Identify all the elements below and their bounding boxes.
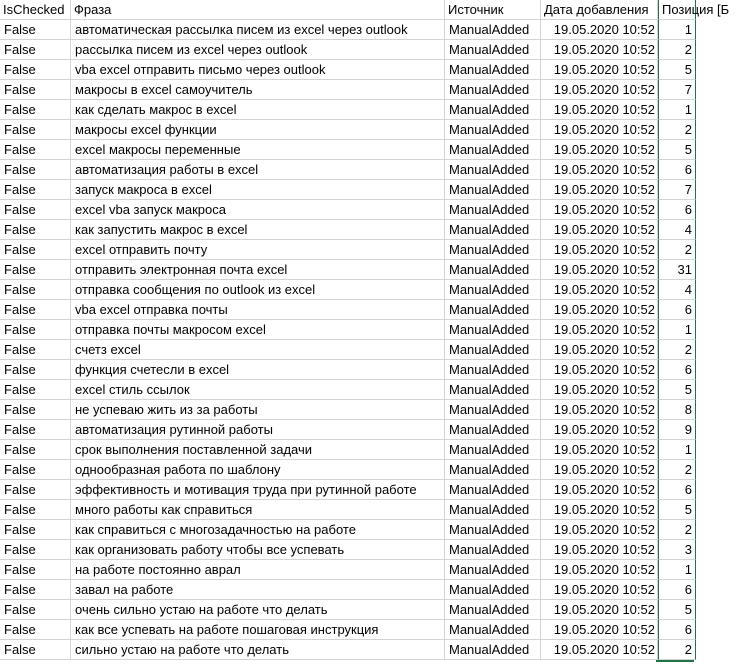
position-cell[interactable]: 5 <box>658 600 696 620</box>
header-row <box>0 0 735 20</box>
phrase-cell[interactable]: отправка почты макросом excel <box>71 320 445 340</box>
ischecked-cell[interactable]: False <box>0 560 71 580</box>
table-row <box>0 620 735 640</box>
table-row <box>0 80 735 100</box>
position-cell[interactable]: 1 <box>658 560 696 580</box>
source-cell[interactable]: ManualAdded <box>445 360 541 380</box>
table-row <box>0 20 735 40</box>
table-row <box>0 480 735 500</box>
position-cell[interactable]: 1 <box>658 320 696 340</box>
table-row <box>0 300 735 320</box>
position-cell[interactable]: 31 <box>658 260 696 280</box>
phrase-cell[interactable]: автоматизация работы в excel <box>71 160 445 180</box>
source-cell[interactable]: ManualAdded <box>445 300 541 320</box>
table-row <box>0 220 735 240</box>
date-cell[interactable]: 19.05.2020 10:52 <box>541 200 658 220</box>
source-cell[interactable]: ManualAdded <box>445 40 541 60</box>
ischecked-cell[interactable]: False <box>0 40 71 60</box>
table-row <box>0 280 735 300</box>
phrase-cell[interactable]: очень сильно устаю на работе что делать <box>71 600 445 620</box>
phrase-cell[interactable]: отправить электронная почта excel <box>71 260 445 280</box>
date-cell[interactable]: 19.05.2020 10:52 <box>541 580 658 600</box>
phrase-cell[interactable]: однообразная работа по шаблону <box>71 460 445 480</box>
source-cell[interactable]: ManualAdded <box>445 540 541 560</box>
date-cell[interactable]: 19.05.2020 10:52 <box>541 400 658 420</box>
source-cell[interactable]: ManualAdded <box>445 80 541 100</box>
phrase-cell[interactable]: как все успевать на работе пошаговая инструкция <box>71 620 445 640</box>
date-cell[interactable]: 19.05.2020 10:52 <box>541 20 658 40</box>
phrase-cell[interactable]: макросы в excel самоучитель <box>71 80 445 100</box>
position-cell[interactable]: 6 <box>658 480 696 500</box>
source-cell[interactable]: ManualAdded <box>445 640 541 660</box>
position-cell[interactable]: 4 <box>658 280 696 300</box>
source-cell[interactable]: ManualAdded <box>445 560 541 580</box>
phrase-cell[interactable]: функция счетесли в excel <box>71 360 445 380</box>
position-cell[interactable]: 5 <box>658 140 696 160</box>
position-cell[interactable]: 7 <box>658 80 696 100</box>
table-row <box>0 360 735 380</box>
table-body <box>0 20 735 660</box>
table-row <box>0 560 735 580</box>
date-cell[interactable]: 19.05.2020 10:52 <box>541 460 658 480</box>
source-cell[interactable]: ManualAdded <box>445 520 541 540</box>
date-cell[interactable]: 19.05.2020 10:52 <box>541 60 658 80</box>
ischecked-cell[interactable]: False <box>0 520 71 540</box>
table-row <box>0 60 735 80</box>
selection-border <box>656 660 694 666</box>
position-cell[interactable]: 1 <box>658 440 696 460</box>
date-cell[interactable]: 19.05.2020 10:52 <box>541 520 658 540</box>
table-row <box>0 140 735 160</box>
source-cell[interactable]: ManualAdded <box>445 620 541 640</box>
table-row <box>0 340 735 360</box>
ischecked-cell[interactable]: False <box>0 60 71 80</box>
source-cell[interactable]: ManualAdded <box>445 460 541 480</box>
phrase-cell[interactable]: excel vba запуск макроса <box>71 200 445 220</box>
phrase-cell[interactable]: много работы как справиться <box>71 500 445 520</box>
date-cell[interactable]: 19.05.2020 10:52 <box>541 480 658 500</box>
date-cell[interactable]: 19.05.2020 10:52 <box>541 320 658 340</box>
position-cell[interactable]: 5 <box>658 500 696 520</box>
source-cell[interactable]: ManualAdded <box>445 400 541 420</box>
header-phrase[interactable]: Фраза <box>71 0 445 20</box>
date-cell[interactable]: 19.05.2020 10:52 <box>541 300 658 320</box>
ischecked-cell[interactable]: False <box>0 140 71 160</box>
phrase-cell[interactable]: автоматизация рутинной работы <box>71 420 445 440</box>
ischecked-cell[interactable]: False <box>0 320 71 340</box>
phrase-cell[interactable]: vba excel отправка почты <box>71 300 445 320</box>
date-cell[interactable]: 19.05.2020 10:52 <box>541 140 658 160</box>
table-row <box>0 400 735 420</box>
date-cell[interactable]: 19.05.2020 10:52 <box>541 260 658 280</box>
ischecked-cell[interactable]: False <box>0 260 71 280</box>
phrase-cell[interactable]: на работе постоянно аврал <box>71 560 445 580</box>
source-cell[interactable]: ManualAdded <box>445 100 541 120</box>
source-cell[interactable]: ManualAdded <box>445 180 541 200</box>
phrase-cell[interactable]: сильно устаю на работе что делать <box>71 640 445 660</box>
ischecked-cell[interactable]: False <box>0 500 71 520</box>
phrase-cell[interactable]: как сделать макрос в excel <box>71 100 445 120</box>
position-cell[interactable]: 8 <box>658 400 696 420</box>
table-row <box>0 640 735 660</box>
source-cell[interactable]: ManualAdded <box>445 240 541 260</box>
source-cell[interactable]: ManualAdded <box>445 380 541 400</box>
ischecked-cell[interactable]: False <box>0 380 71 400</box>
source-cell[interactable]: ManualAdded <box>445 280 541 300</box>
position-cell[interactable]: 2 <box>658 340 696 360</box>
position-cell[interactable]: 6 <box>658 160 696 180</box>
table-row <box>0 240 735 260</box>
header-position[interactable]: Позиция [Б <box>658 0 696 20</box>
date-cell[interactable]: 19.05.2020 10:52 <box>541 340 658 360</box>
ischecked-cell[interactable]: False <box>0 400 71 420</box>
date-cell[interactable]: 19.05.2020 10:52 <box>541 100 658 120</box>
ischecked-cell[interactable]: False <box>0 120 71 140</box>
table-row <box>0 380 735 400</box>
ischecked-cell[interactable]: False <box>0 280 71 300</box>
date-cell[interactable]: 19.05.2020 10:52 <box>541 540 658 560</box>
ischecked-cell[interactable]: False <box>0 180 71 200</box>
ischecked-cell[interactable]: False <box>0 420 71 440</box>
position-cell[interactable]: 2 <box>658 240 696 260</box>
phrase-cell[interactable]: срок выполнения поставленной задачи <box>71 440 445 460</box>
source-cell[interactable]: ManualAdded <box>445 60 541 80</box>
date-cell[interactable]: 19.05.2020 10:52 <box>541 160 658 180</box>
source-cell[interactable]: ManualAdded <box>445 320 541 340</box>
position-cell[interactable]: 5 <box>658 380 696 400</box>
date-cell[interactable]: 19.05.2020 10:52 <box>541 280 658 300</box>
source-cell[interactable]: ManualAdded <box>445 220 541 240</box>
ischecked-cell[interactable]: False <box>0 220 71 240</box>
phrase-cell[interactable]: макросы excel функции <box>71 120 445 140</box>
position-cell[interactable]: 2 <box>658 640 696 660</box>
table-row <box>0 160 735 180</box>
phrase-cell[interactable]: vba excel отправить письмо через outlook <box>71 60 445 80</box>
source-cell[interactable]: ManualAdded <box>445 200 541 220</box>
ischecked-cell[interactable]: False <box>0 340 71 360</box>
date-cell[interactable]: 19.05.2020 10:52 <box>541 240 658 260</box>
header-source[interactable]: Источник <box>445 0 541 20</box>
date-cell[interactable]: 19.05.2020 10:52 <box>541 120 658 140</box>
phrase-cell[interactable]: excel стиль ссылок <box>71 380 445 400</box>
date-cell[interactable]: 19.05.2020 10:52 <box>541 500 658 520</box>
ischecked-cell[interactable]: False <box>0 620 71 640</box>
phrase-cell[interactable]: запуск макроса в excel <box>71 180 445 200</box>
source-cell[interactable]: ManualAdded <box>445 480 541 500</box>
ischecked-cell[interactable]: False <box>0 600 71 620</box>
source-cell[interactable]: ManualAdded <box>445 600 541 620</box>
table-row <box>0 460 735 480</box>
table-row <box>0 40 735 60</box>
position-cell[interactable]: 7 <box>658 180 696 200</box>
source-cell[interactable]: ManualAdded <box>445 20 541 40</box>
source-cell[interactable]: ManualAdded <box>445 420 541 440</box>
ischecked-cell[interactable]: False <box>0 100 71 120</box>
date-cell[interactable]: 19.05.2020 10:52 <box>541 40 658 60</box>
position-cell[interactable]: 4 <box>658 220 696 240</box>
date-cell[interactable]: 19.05.2020 10:52 <box>541 80 658 100</box>
date-cell[interactable]: 19.05.2020 10:52 <box>541 220 658 240</box>
date-cell[interactable]: 19.05.2020 10:52 <box>541 360 658 380</box>
position-cell[interactable]: 1 <box>658 100 696 120</box>
table-row <box>0 100 735 120</box>
position-cell[interactable]: 2 <box>658 120 696 140</box>
header-ischecked[interactable]: IsChecked <box>0 0 71 20</box>
date-cell[interactable]: 19.05.2020 10:52 <box>541 600 658 620</box>
table-row <box>0 200 735 220</box>
phrase-cell[interactable]: как запустить макрос в excel <box>71 220 445 240</box>
source-cell[interactable]: ManualAdded <box>445 580 541 600</box>
ischecked-cell[interactable]: False <box>0 640 71 660</box>
table-row <box>0 260 735 280</box>
date-cell[interactable]: 19.05.2020 10:52 <box>541 560 658 580</box>
table-row <box>0 500 735 520</box>
source-cell[interactable]: ManualAdded <box>445 140 541 160</box>
position-cell[interactable]: 2 <box>658 520 696 540</box>
table-row <box>0 320 735 340</box>
phrase-cell[interactable]: рассылка писем из excel через outlook <box>71 40 445 60</box>
table-row <box>0 540 735 560</box>
table-row <box>0 120 735 140</box>
date-cell[interactable]: 19.05.2020 10:52 <box>541 420 658 440</box>
ischecked-cell[interactable]: False <box>0 480 71 500</box>
table-row <box>0 420 735 440</box>
ischecked-cell[interactable]: False <box>0 540 71 560</box>
position-cell[interactable]: 3 <box>658 540 696 560</box>
position-cell[interactable]: 6 <box>658 360 696 380</box>
position-cell[interactable]: 6 <box>658 200 696 220</box>
header-date-added[interactable]: Дата добавления <box>541 0 658 20</box>
position-cell[interactable]: 5 <box>658 60 696 80</box>
table-row <box>0 600 735 620</box>
ischecked-cell[interactable]: False <box>0 440 71 460</box>
position-cell[interactable]: 6 <box>658 620 696 640</box>
phrase-cell[interactable]: автоматическая рассылка писем из excel через outlook <box>71 20 445 40</box>
ischecked-cell[interactable]: False <box>0 200 71 220</box>
phrase-cell[interactable]: завал на работе <box>71 580 445 600</box>
ischecked-cell[interactable]: False <box>0 160 71 180</box>
table-row <box>0 580 735 600</box>
date-cell[interactable]: 19.05.2020 10:52 <box>541 640 658 660</box>
position-cell[interactable]: 6 <box>658 300 696 320</box>
phrase-cell[interactable]: эффективность и мотивация труда при рутинной работе <box>71 480 445 500</box>
phrase-cell[interactable]: excel макросы переменные <box>71 140 445 160</box>
ischecked-cell[interactable]: False <box>0 580 71 600</box>
date-cell[interactable]: 19.05.2020 10:52 <box>541 180 658 200</box>
source-cell[interactable]: ManualAdded <box>445 340 541 360</box>
ischecked-cell[interactable]: False <box>0 460 71 480</box>
source-cell[interactable]: ManualAdded <box>445 260 541 280</box>
ischecked-cell[interactable]: False <box>0 20 71 40</box>
ischecked-cell[interactable]: False <box>0 360 71 380</box>
date-cell[interactable]: 19.05.2020 10:52 <box>541 620 658 640</box>
phrase-cell[interactable]: не успеваю жить из за работы <box>71 400 445 420</box>
phrase-cell[interactable]: как справиться с многозадачностью на работе <box>71 520 445 540</box>
source-cell[interactable]: ManualAdded <box>445 500 541 520</box>
table-row <box>0 440 735 460</box>
date-cell[interactable]: 19.05.2020 10:52 <box>541 380 658 400</box>
source-cell[interactable]: ManualAdded <box>445 440 541 460</box>
phrase-cell[interactable]: счетз excel <box>71 340 445 360</box>
source-cell[interactable]: ManualAdded <box>445 160 541 180</box>
phrase-cell[interactable]: excel отправить почту <box>71 240 445 260</box>
ischecked-cell[interactable]: False <box>0 300 71 320</box>
phrase-cell[interactable]: как организовать работу чтобы все успевать <box>71 540 445 560</box>
ischecked-cell[interactable]: False <box>0 80 71 100</box>
date-cell[interactable]: 19.05.2020 10:52 <box>541 440 658 460</box>
position-cell[interactable]: 6 <box>658 580 696 600</box>
table-row <box>0 520 735 540</box>
position-cell[interactable]: 2 <box>658 40 696 60</box>
phrase-cell[interactable]: отправка сообщения по outlook из excel <box>71 280 445 300</box>
ischecked-cell[interactable]: False <box>0 240 71 260</box>
position-cell[interactable]: 2 <box>658 460 696 480</box>
table-row <box>0 180 735 200</box>
position-cell[interactable]: 1 <box>658 20 696 40</box>
source-cell[interactable]: ManualAdded <box>445 120 541 140</box>
position-cell[interactable]: 9 <box>658 420 696 440</box>
